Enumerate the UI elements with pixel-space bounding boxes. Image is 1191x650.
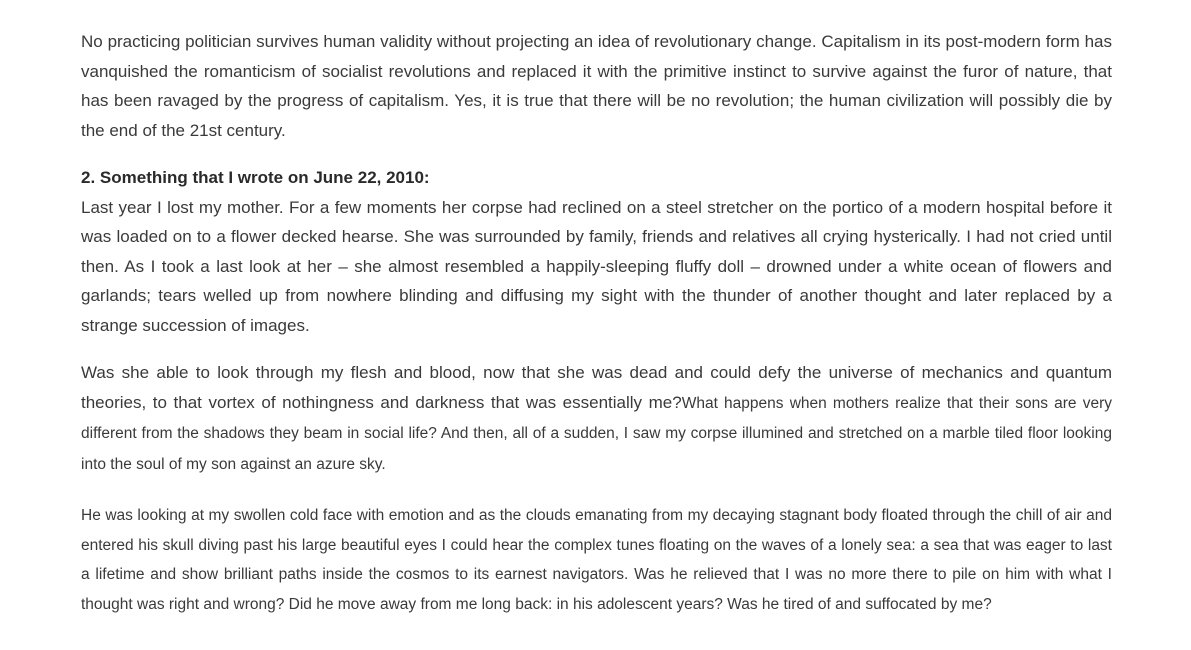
paragraph-reflection [81, 358, 1112, 479]
paragraph-intro: No practicing politician survives human validity without projecting an idea of revolutionary change. Capitalism in its post-modern form has vanquished the romanticism of socialist revolutions and replaced it with the primitive instinct to survive against the furor of nature, that has been ravaged by the progress of capitalism. Yes, it is true that there will be no revolution; the human civilization will possibly die by the end of the 21st century. [81, 32, 1112, 140]
article-body [81, 27, 1112, 619]
paragraph-reflection-part-b: What happens when mothers realize that their sons are very different from the shadows they beam in social life? And then, all of a sudden, I saw my corpse illumined and stretched on a marble tiled floor looking into the soul of my son against an azure sky. [81, 394, 1113, 473]
paragraph-son: He was looking at my swollen cold face with emotion and as the clouds emanating from my decaying stagnant body floated through the chill of air and entered his skull diving past his large beautiful eyes I could hear the complex tunes floating on the waves of a lonely sea: a sea that was eager to last a lifetime and show brilliant paths inside the cosmos to its earnest navigators. Was he relieved that I was no more there to pile on him with what I thought was right and wrong? Did he move away from me long back: in his adolescent years? Was he tired of and suffocated by me? [81, 507, 1112, 613]
section-heading: 2. Something that I wrote on June 22, 2010: [81, 168, 430, 187]
paragraph-mother: Last year I lost my mother. For a few moments her corpse had reclined on a steel stretcher on the portico of a modern hospital before it was loaded on to a flower decked hearse. She was surrounded by family, friends and relatives all crying hysterically. I had not cried until then. As I took a last look at her – she almost resembled a happily-sleeping fluffy doll – drowned under a white ocean of flowers and garlands; tears welled up from nowhere blinding and diffusing my sight with the thunder of another thought and later replaced by a strange succession of images. [81, 197, 1112, 335]
paragraph-reflection-part-a: Was she able to look through my flesh and blood, now that she was dead and could defy the universe of mechanics and quantum theories, to that vortex of nothingness and darkness that was essentially me? [81, 363, 1112, 412]
